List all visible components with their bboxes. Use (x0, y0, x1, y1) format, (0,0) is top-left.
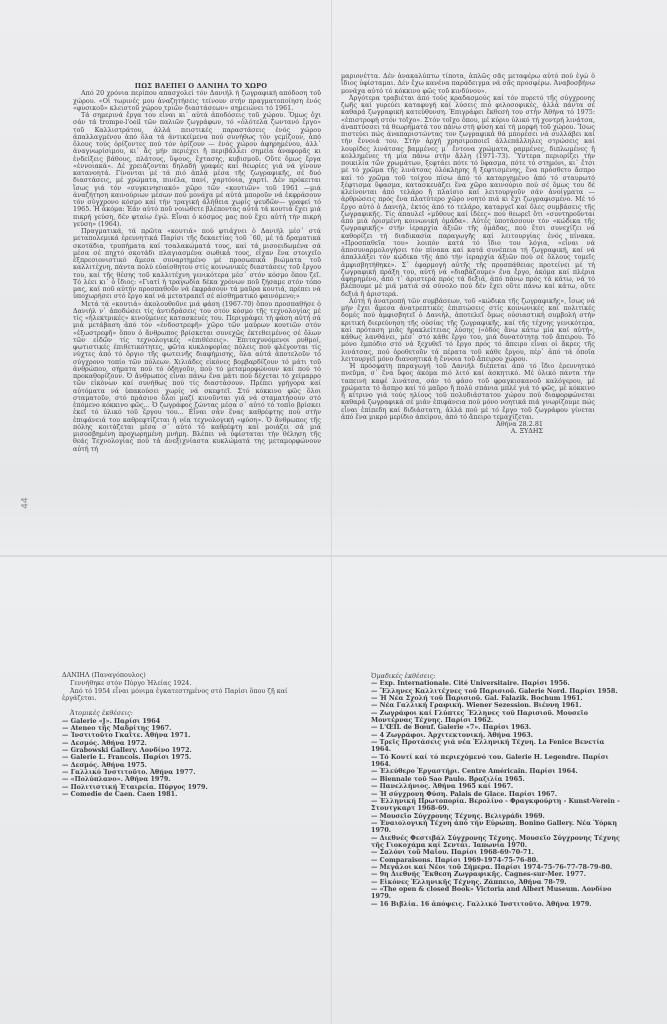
list-item: — Comparaisons. Παρίσι 1969-1974-75-76-80. (371, 855, 539, 864)
article-paragraph: Ἀργότερα τραβιέται ἀπό τούς κραδασμούς καί τόν πυρετό τῆς σύγχρονης ζωῆς καί γυρεύει καταφυγή καί λύσεις πιό φιλοσοφικές, ἀλλά πάντα σέ καθαρά ζωγραφική κατεύθυνση. Ἐπιγράφει ἔκθεσή του στήν Ἀθήνα τό 1975: «ἐπιστροφή στόν τοῖχο». Στόν τοῖχο ὅπου, μέ κύριο ὑλικό τή χοντρή λινάτσα, ἀναπτύσσει τά θεωρήματά του πάνω στή φύση καί τή μορφή τοῦ χώρου. Ἴσως πιστεύει πώς ἀναπαριστώντας τον ζωγραφικά θά μπορέσει νά συλλάβει καί τήν ἔννοιά του. Στήν ἀρχή χρησιμοποιεῖ ἀλλεπάλληλες στρώσεις καί λουρίδες λινάτσας βαμμένες μ᾿ ἔντονα χρώματα, ραμμένες, διπλωμένες ἤ κολλημένες τή μία πάνω στήν ἄλλη (1971-73). Ὕστερα περιορίζει τήν ποικιλία τῶν χρωμάτων, ξεφτάει πότε τό ὕφασμα, πότε τό στημόνι, κι᾿ ἔτσι μέ τό χρῶμα τῆς λινάτσας ὁλόκληρης ἤ ξεφτισμένης, ἕνα πρόσθετο ἄσπρο καί τό χρῶμα τοῦ τοίχου πίσω ἀπό τό καταργημένο ἀπό τό σταυρωτό ξέφτισμα ὕφασμα, κατασκευάζει ἕνα χῶρο καινούριο πού σέ ὅμως του δέ κλείνονται ἀπό τελάρο ἤ πλαίσιο καί λειτουργοῦν σάν ἀνοίγματα — ἀρθρώσεις πρός ἕνα πλατύτερο χῶρο νοητό πιά κι ἔχι ζωγραφισμένο. Μέ τό ἔργο αὐτό ὁ Δανιήλ, ἐκτός ἀπό τό τελάρο, καταργεῖ καί ὅλες συμβάσεις τῆς ζωγραφικῆς. Τίς ἀπαυλεῖ «μῦθους καί ἰδέες» πού θεωρεῖ ὅτι «συντηροῦνται ἀπό μιά ὁρισμένη κοινωνική ὁμάδα». Αὐτές ὑποτάσσουν τόν «κώδικα τῆς ζωγραφικῆς» στήν ἱεραρχία ἀξιῶν τῆς ὁμάδας, πού ἔτσι συνεχίζει νά καθορίζει τή διαδικασία παραγωγῆς καί λειτουργίας ἑνός πίνακα. «Προσπαθεῖα του» λοιπόν κατά τό ἴδιο του λόγια, «εἶναι νά ἀποσυναρμολογήσει τόν πίνακα καί κατά συνέπεια τή ζωγραφική, καί νά ἀπαλλάξει τόν κώδικα τῆς ἀπό τήν ἱεραρχία ἀξιῶν πού σέ ὅλλους τομεῖς ἀμφισβητήθηκε». Σ᾿ ἐφαρμογή αὐτῆς τῆς προσπάθειας προτείνει μέ τή ζωγραφική πράξη του, αὐτή νά «διαβάζουμε» ἕνα ἔργο, ἀκόμα καί πλέρια ἀφηρημένο, ἀπό τ᾿ ἀριστερά πρός τά δεξιά, ἀπό πάνω πρός τά κάτω, νά τό βλέπουμε μέ μιά ματιά σά σύνολο πού δέν ἔχει οὔτε πάνω καί κάτω, οὔτε δεξιά ἤ ἀριστερά. (341, 93, 595, 298)
list-item: — Τό Κουτί καί τό περιεχόμενό του. Galerie H. Legendre. Παρίσι 1964. (371, 752, 609, 769)
list-item: — Σαλόνι τοῦ Μαΐου. Παρίσι 1968-69-70-71. (371, 848, 534, 857)
group-exhibitions (371, 673, 623, 908)
article-paragraph: Αὐτή ἡ ἀνατροπή τῶν συμβάσεων, τοῦ «κώδικα τῆς ζωγραφικῆς», ἴσως νά μήν ἔχει ἄμεσα ἀνατρεπτικές ἐπιπτώσεις στίς κοινωνικές καί πολιτικές δομές πού ἀμφισβητεῖ ὁ Δανιήλ, ἀποτελεῖ ὅμως οὐσιαστική συμβολή στήν κριτική διερεύνηση τῆς οὐσίας τῆς ζωγραφικῆς, καί τῆς τέχνης γενικότερα, καί πρόταση μιᾶς ἡρακλείτειας λύσης («ὁδός ἄνω κάτω μία καί αὐτή», κάθως λανθάνει, μέσ᾿ στό κάθε ἔργο του, μιά δυνατότητα τοῦ ἄπειρου. Τό μόνο ἐμπόδιο στό νά ξεχυθεῖ τό ἔργο πρός τό ἄπειρο εἶναι οἱ ἄκρες τῆς λινάτσας, πού ὁροθετοῦν τά πέρατα τοῦ κάθε ἔργου, πέρ᾿ ἀπό τά ὁποῖα λειτουργεῖ μόνο διανοητικά ἡ ἔννοια τοῦ ἄπειρου χώρου. (341, 296, 595, 363)
article-paragraph: Ἡ πρόσφατη παραγωγή τοῦ Δανιήλ διέπεται ἀπό τό ἴδιο ἐρευνητικό πνεῦμα, σ᾿ ἕνα ὕφος ἀκόμα πιό λιτό καί ἀσκητικό. Μέ ὑλικό πάντα τήν ταπεινή καφέ λινάτσα, σάν τό φάσο τοῦ φραγκισκανοῦ καλόγερου, μέ χρώματα τό ἄσπρο καί τό μαῦρο ἤ πολύ σπάνια μπλέ γιά τό φῶς, μέ κόκκινο ἤ κίτρινο γιά τούς ηλίους τοῦ πολυδιάστατου χώρου πού διαφορφώνεται καθαρά ζωγραφικά σέ μιάν ἐπιφάνεια πού μόνο νοητικά πιά γνωρίζουμε πώς εἶναι ἐπίπεδη καί διδιάστατη, ἀλλά πού μέ τό ἔργο τοῦ ζωγράφου γίνεται ἀπό ἕνα μικρό μερίδιο ἀπείρου, ἀπό τό ἄπειρο τεμαχίζεται. (341, 362, 595, 421)
artist-bio (62, 672, 312, 799)
article-paragraph: Μετά τά «κουτιά» ἀκολουθοῦνε μιά φάση (1967-70) ὅπου προσπαθήσε ὁ Δανιήλ ν᾿ ἀποδώσει τίς ἀντιδράσεις του στόν κόσμο τῆς τεχνολογίας μέ τίς «ἠλεκτρικές» κινούμενες κατασκευές του. Περιγράφει τή φάση αὐτή σά μιά μετάβαση ἀπό τόν «ἐνδοστρεφῆ» χῶρο τῶν μαύρων κουτιῶν στόν «ἐξωστρεφῆ» ὅπου ὁ ἄνθρωπος βρίσκεται συνεχῶς ἐκτεθειμένος σέ ὅλων τῶν εἰδῶν τίς τεχνολογικές «ἐπιθέσεις». Ἐπιταχυνόμενοι ρυθμοί, φωτιστικές ἐπιθετικότητες, φῶτα κυκλοφορίας πόλεις πού φλέγονται τίς νύχτες ἀπό τό ὄργιο τῆς φωτεινῆς διαφήμισης, ὅλα αὐτά ἀποτελοῦν τό σύγχρονο τοπίο τῶν πόλεων. Χιλιάδες εἰκόνες βομβαρδίζουν τό μάτι τοῦ ἀνθρώπου, σήματα πού τό ὁδηγοῦν, πού τό μεταμορφώνουν καί πού τό προκαθορίζουν. Ὁ ἄνθρωπος εἶναι πάνω ἕνα μάτι πού δέχεται τό χείμαρρο τῶν εἰκόνων καί συνήθως πού τίς διαστάσουν. Πρέπει γρήγορα καί αὐτόματα νά ὑπακούσει χωρίς νά σκεφτεῖ. Στό κόκκινο φῶς ὅλοι σταματοῦν, στό πράσινο ὅλοι μαζί κινοῦνται γιά νά σταματήσουν στό ἑπόμενο κόκκινο φῶς... Ὁ ζωγράφος ζώντας μέσα σ᾿ αὐτό τό τοπίο βρίσκει ἐκεῖ τό ὑλικό τοῦ ἔργου του... Εἶναι σάν ἕνας καθρέφτης πού στήν ἐπιφάνειά του καθρεφτίζεται ἡ νέα τεχνολογική «φύση». Ὁ ἄνθρωπος τῆς πόλης κοιτάζεται μέσα σ᾿ αὐτό τό καθρέφτη καί μοιάζει σά μιά μισοσβημένη προχωρημένη μνήμη. Βλέπει νά ὑφίσταται τήν θέληση τῆς θεάς Τεχνολογίας πού τά ἀνεξιχνίαστα κυκλώματά της μεταμορφώνουν αὐτή τή (73, 299, 321, 453)
list-item: — Γαλλικό Ἰνστιτοῦτο. Ἀθήνα 1977. (62, 768, 196, 777)
list-item: — Ateneo τῆς Μαδρίτης 1967. (62, 724, 172, 733)
list-item: — Galerie L. Francois. Παρίσι 1975. (62, 753, 192, 762)
group-exhibitions-list (371, 680, 623, 908)
list-item: — Ἐλεύθερο Ἐργαστήρι. Centre Américain. Παρίσι 1964. (371, 767, 578, 776)
solo-exhibitions-list (62, 718, 312, 799)
group-exhibitions-heading: Ὁμαδικές ἐκθέσεις: (371, 672, 436, 680)
list-item: — Ἕλληνες Καλλιτέχνες τοῦ Παρισιοῦ. Galerie Nord. Παρίσι 1958. (371, 686, 618, 695)
list-item: — 4 Ζωγράφοι. Ἀρχιτεκτονική. Ἀθήνα 1963. (371, 730, 533, 739)
list-item: — Μουσεῖο Σύγχρονης Τέχνης. Βελιγράδι 1969. (371, 811, 545, 820)
margin-page-note: 44 (20, 497, 31, 509)
article-right-column (341, 73, 595, 436)
article-left-column (73, 83, 321, 453)
list-item: — Ἐναιολογική Τέχνη ἀπό τήν Εὐρώπη. Bonino Gallery. Νέα Ὑόρκη 1970. (371, 818, 618, 835)
bio-line: Γεννήθηκε στόν Πύργο Ἠλείας 1924. (70, 679, 192, 688)
list-item: — Comedie de Caen. Caen 1981. (62, 790, 178, 799)
bio-line: Ἀπό τό 1954 εἶναι μόνιμα ἐγκατεστημένος στό Παρίσι ὅπου ζῆ καί ἐργάζεται. (62, 686, 288, 703)
list-item: — Ζωγράφοι καί Γλύπτες Ἕλληνες τοῦ Παρισιοῦ. Μουσεῖο Μοντέρνας Τέχνης. Παρίσι 1962. (371, 708, 588, 725)
list-item: — Biennale τοῦ Sao Paulo. Βραζιλία 1965. (371, 774, 525, 783)
vertical-fold-line (331, 0, 332, 1024)
solo-exhibitions-heading: Ἀτομικές ἐκθέσεις: (70, 709, 133, 718)
list-item: — Ἑλληνική Πρωτοπορία. Βερολίνο - Φραγκφούρτη - Kunst-Verein - Στουτγκαρτ 1968-69. (371, 796, 620, 813)
list-item: — Ἡ σύγχρονη Φύση. Palais de Glace. Παρίσι 1967. (371, 789, 558, 798)
article-paragraph: Τά σημερινά ἔργα του εἶναι κι᾿ αὐτά ἀποδόσεις τοῦ χώρου. Ὅμως ὄχι σάν τά trompe-l'oeil τῶν παλιῶν ζωγράφων, τό «ὀλότελα ζωντανό ἔργο» τοῦ Καλλιστράτου, ἀλλά πειστικές παραστάσεις ἑνός χώρου ἀπαλλαγμένου ἀπό ὅλα τά ἀντικείμενα πού συνήθως τόν γεμίζουν, ἀπό ὅλους τούς ὁρίζοντες πού τόν ὁρίζουν — ἑνός χώρου ἀφηρημένου, ἀλλ᾿ ἀναγνωρίσιμου, κι᾿ ἄς μήν περιέχει ἤ περιβάλλει σημεία ἀναφορᾶς κι ἐνδείξεις βάθους, πλάτους, ὕψους, ἔχτασης, κυβισμοῦ. Οὔτε ὅμως ἔργα «ἐννοιακά». Δέ χρειάζονται δηλαδή γραφές καί θεωρίες γιά νά γίνουν κατανοητά. Γίνονται μέ τά πιό ἁπλά μέσα τῆς ζωγραφικῆς, σέ δυό διαστάσεις, μέ χρώματα, πινέλα, πανί, χαρτόνια, χαρτί. Δέν πρόκειται ἴσως γιά τόν «συγκινησιακό» χῶρο τῶν «κουτιῶν» τοῦ 1961 —μιά ἀναζήτηση καινούριων μέσων πού μονάχα μέ αὐτά μποροῦν νά ἐκφράσουν τόν σύγχρονο κόσμο καί τήν τραγική ἀλήθεια χωρίς ψευδῶν— γραφεί τό 1965. Ἡ ἀκόμα: Ἐάν αὐτό ποῦ νοιώθετε βλέποντας αὐτά τά κουτιά ἔχει μιά πικρή γεύση, δέν φταίω ἐγώ. Εἶναι ὁ κόσμος μας πού ἔχει αὐτή τήν πικρή γεύση» (1964). (73, 111, 321, 228)
list-item: — Ἡ Νέα Σχολή τοῦ Παρισιοῦ. Gal. Falazik. Bochum 1961. (371, 694, 583, 703)
artist-name: ΔΑΝΙΗΛ (Παναγόπουλος) (62, 671, 146, 679)
list-item: — Ἰνστιτοῦτο Γκαῖτε. Ἀθήνα 1971. (62, 731, 191, 740)
list-item: — Μεγάλοι καί Νέοι τοῦ Σήμερα. Παρίσι 1974-75-76-77-78-79-80. (371, 862, 613, 871)
signature-place-date: Ἀθήνα 28.2.81 (496, 420, 543, 428)
list-item: — Δεσμός. Ἀθήνα 1972. (62, 738, 147, 747)
list-item: — Galerie «J». Παρίσι 1964 (62, 716, 161, 725)
list-item: — 9η Διεθνής Ἔκθεση Ζωγραφικῆς. Cagnes-sur-Mer. 1977. (371, 870, 586, 879)
list-item: — Grabowski Gallery. Λονδίνο 1972. (62, 746, 192, 755)
list-item: — Νέα Γαλλική Γραφική. Wiener Sezession. Βιέννη 1961. (371, 701, 582, 710)
list-item: — Τρεῖς Προτάσεις γιά νέα Ἑλληνική Τέχνη. La Fenice Βενετία 1964. (371, 738, 605, 754)
article-paragraph: μαριονέττα. Δέν ἀνακαλύπτω τίποτα, ἁπλῶς σᾶς μεταφέρω αὐτό πού ἐγώ ὁ ἴδιος ὑφίσταμαι. Δέν ἔχω κανένα παράδειγμα νά σᾶς προσφέρω. Ἀναβοσβήνω μονάχα αὐτό τό κόκκινο φῶς τοῦ κινδύνου». (341, 72, 595, 95)
article-paragraph: Από 20 χρόνια περίπου απασχολεί τόν Δανιήλ ή ζωγραφική απόδοση τοῦ χώρου. «Οἱ τωρινές μου ἀναζητήσεις τείνουν στήν πραγματοποίηση ἑνός «φυσικοῦ» κλειστοῦ χώρου τριῶν διαστάσεων» σημειώνει τό 1961. (73, 89, 321, 112)
list-item: — Διεθνές Φεστιβάλ Σύγχρονης Τέχνης. Μουσεῖο Σύγχρονης Τέχνης τῆς Γιοκοχάμα καί Σεντάι. Ἰαπωνία 1970. (371, 833, 620, 849)
list-item: — 16 Βιβλία. 16 ἀπόψεις. Γαλλικό Ἰνστιτοῦτο. Ἀθήνα 1979. (371, 899, 592, 908)
article-title: ΠΩΣ ΒΛΕΠΕΙ Ο ΔΑΝΙΗΛ ΤΟ ΧΩΡΟ (134, 82, 268, 90)
list-item: — Εἰκόνες Ἑλληνικῆς Τέχνης. Ζάππειο, Ἀθήνα 78-79. (371, 877, 567, 886)
list-item: — «The open & closed Book» Victoria and Albert Museum. Λονδίνο 1979. (371, 884, 612, 901)
list-item: — Δεσμός. Ἀθήνα 1975. (62, 760, 147, 769)
list-item: — Exp. Internationale. Cité Universitaire. Παρίσι 1956. (371, 679, 570, 688)
list-item: — «Πολύπλανο». Ἀθήνα 1979. (62, 775, 171, 784)
list-item: — L'ŒIL de Bœuf. Galerie «7». Παρίσι 1963. (371, 723, 532, 732)
list-item: — Πανελλήνιος. Ἀθήνα 1965 καί 1967. (371, 782, 514, 791)
list-item: — Πολιτιστική Ἑταιρεία. Πύργος 1979. (62, 782, 208, 791)
horizontal-fold-line (0, 555, 667, 557)
signature-name: Α. ΞΥΔΗΣ (510, 427, 543, 436)
article-paragraph: Πραγματικά, τά πρῶτα «κουτιά» πού φτιάχνει ὁ Δανιήλ μέσ᾿ στά μεταπολεμικά ἐρευνητικά Παρίσι τῆς δεκαετίας τοῦ ᾿60, μέ τά δραματικά σκοτάδια, τρυπήματα καί τσαλακώματά τους, καί τά μισοειδωμένα σά μέσα σέ πηχτό σκοτάδι πλαγιασμένα σωθικά τους, εἶχαν ἕνα στοιχεῖο ἐξπρεσιονιστικό ἄμεσα συναρτημένο μέ προσωπικά βιώματα τοῦ καλλιτέχνη, πάντα πολύ εὐαίσθητου στίς κοινωνικές διαστάσεις τοῦ ἔργου του, καί τῆς θέσης τοῦ καλλιτέχνη γενικότερα μέσ᾿ στόν κόσμο ὅπου ζεῖ. Τό λέει κι᾿ ὁ ἴδιος: «Γιατί ἡ τραγωδία δέκα χρόνων ποῦ ζήσαμε στόν τόπο μας, καί ποῦ αὐτήν προσπαθοῦν νά ἐκφράσουν τά μαῦρα κουτιά, πρέπει νά ὑποχωρήσει στό ἔργο καί νά μετατραπεῖ σέ αἰσθηματικό φαινόμενο;» (73, 227, 321, 301)
